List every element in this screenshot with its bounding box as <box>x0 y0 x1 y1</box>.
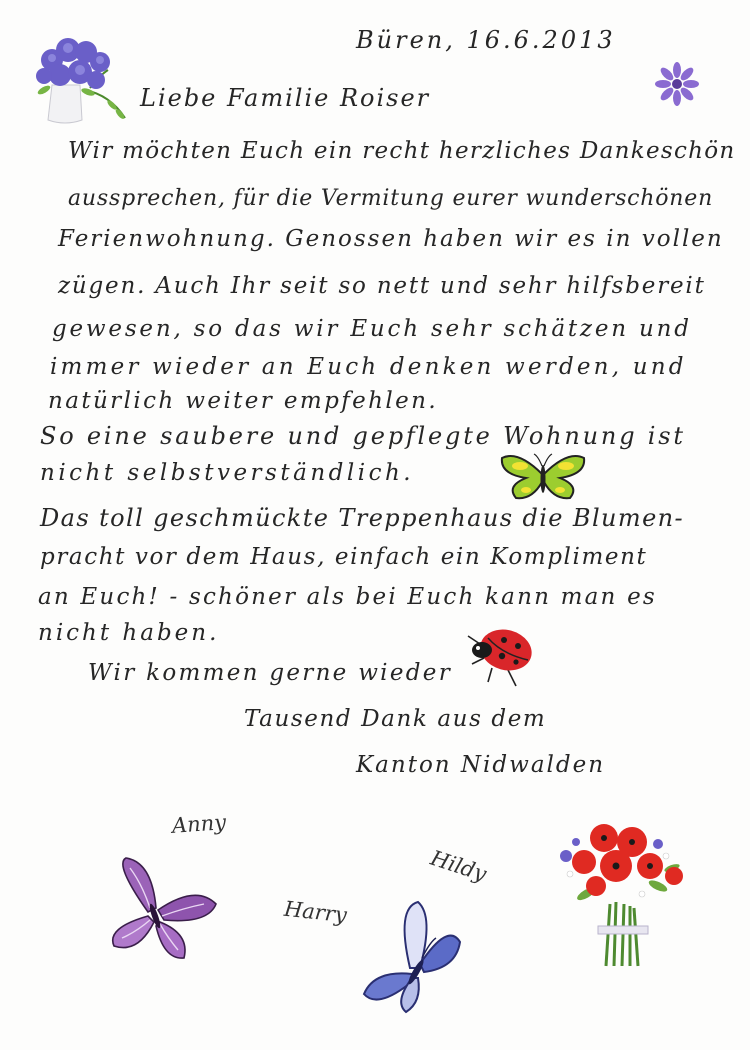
letter-line: So eine saubere und gepflegte Wohnung ist <box>40 422 686 450</box>
blue-butterfly-icon <box>360 898 464 1018</box>
purple-butterfly-icon <box>104 854 220 964</box>
cornflower-icon <box>655 62 699 106</box>
letter-line: Wir möchten Euch ein recht herzliches Dankeschön <box>68 138 736 164</box>
letter-line: zügen. Auch Ihr seit so nett und sehr hilfsbereit <box>58 273 706 299</box>
letter-line: Wir kommen gerne wieder <box>88 660 452 686</box>
letter-line: aussprechen, für die Vermitung eurer wunderschönen <box>68 186 714 211</box>
letter-line: Kanton Nidwalden <box>356 752 606 778</box>
salutation: Liebe Familie Roiser <box>140 84 431 112</box>
letter-line: natürlich weiter empfehlen. <box>48 388 439 414</box>
letter-line: immer wieder an Euch denken werden, und <box>50 354 687 380</box>
letter-line: nicht haben. <box>38 620 220 646</box>
letter-line: gewesen, so das wir Euch sehr schätzen und <box>52 316 692 342</box>
ladybug-icon <box>458 624 538 690</box>
cornflower-bouquet-icon <box>30 30 140 125</box>
signature-anny: Anny <box>171 810 227 838</box>
date-line: Büren, 16.6.2013 <box>356 26 616 54</box>
letter-line: nicht selbstverständlich. <box>40 460 415 486</box>
letter-line: pracht vor dem Haus, einfach ein Kompliment <box>40 544 648 570</box>
signature-harry: Harry <box>282 896 348 928</box>
letter-line: Das toll geschmückte Treppenhaus die Blumen- <box>40 504 685 532</box>
letter-line: Ferienwohnung. Genossen haben wir es in vollen <box>58 226 724 252</box>
signature-hildy: Hildy <box>427 845 490 887</box>
green-butterfly-icon <box>498 452 588 504</box>
letter-line: an Euch! - schöner als bei Euch kann man es <box>38 584 657 610</box>
letter-line: Tausend Dank aus dem <box>244 706 547 732</box>
poppy-bouquet-icon <box>546 816 696 966</box>
